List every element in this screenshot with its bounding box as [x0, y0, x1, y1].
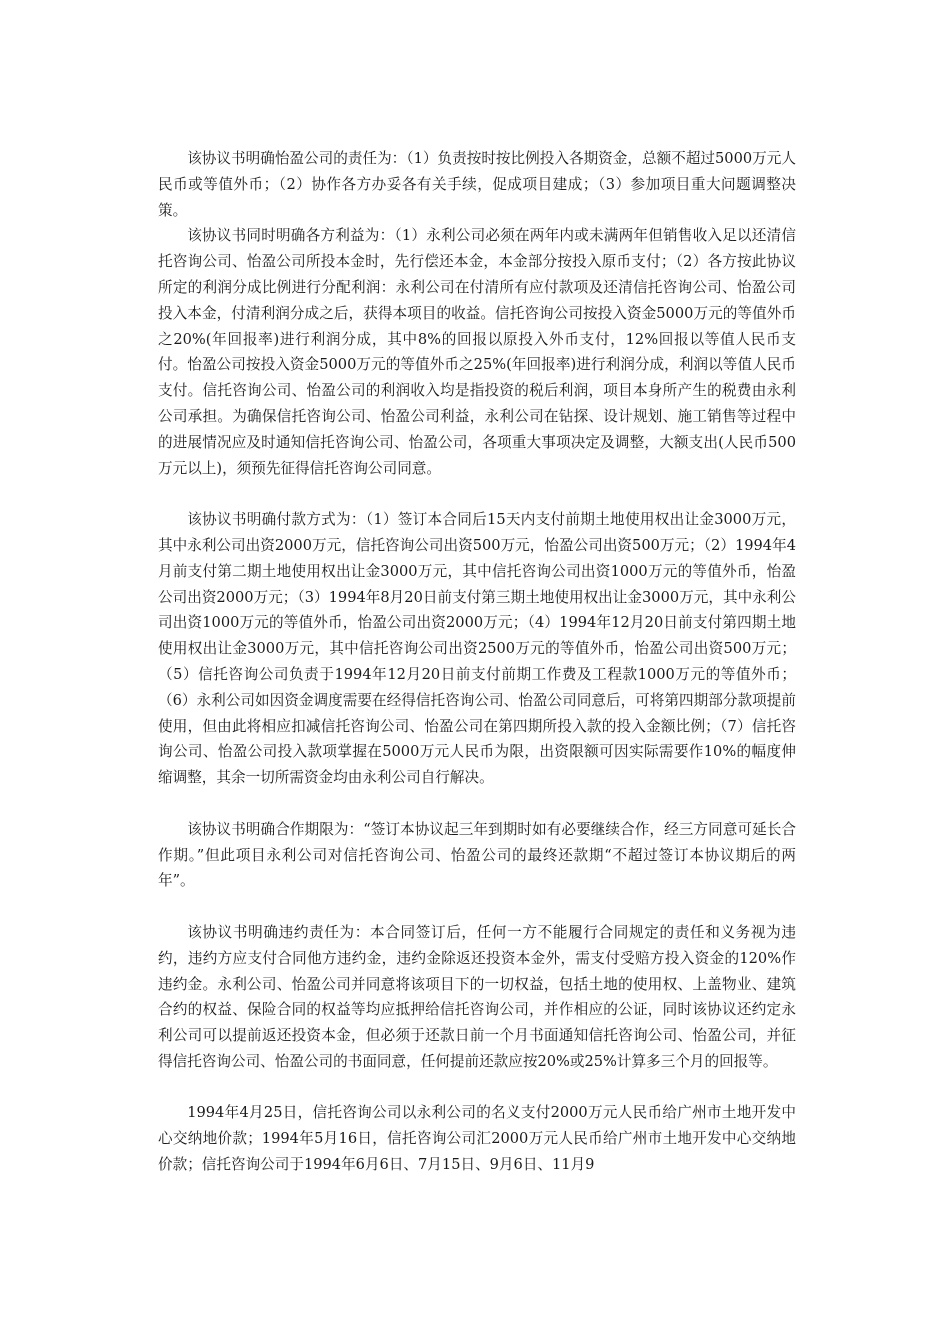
paragraph-gap [158, 481, 796, 507]
paragraph-gap [158, 1075, 796, 1101]
paragraph-responsibility: 该协议书明确怡盈公司的责任为：（1）负责按时按比例投入各期资金，总额不超过5000万元人民币或等值外币；（2）协作各方办妥各有关手续，促成项目建成；（3）参加项目重大问题调整决策。 [158, 150, 796, 219]
paragraph-payments-record: 1994年4月25日，信托咨询公司以永利公司的名义支付2000万元人民币给广州市土地开发中心交纳地价款；1994年5月16日，信托咨询公司汇2000万元人民币给广州市土地开发中心交纳地价款；信托咨询公司于1994年6月6日、7月15日、9月6日、11月9 [158, 1104, 796, 1174]
paragraph-liability: 该协议书明确违约责任为：本合同签订后，任何一方不能履行合同规定的责任和义务视为违约，违约方应支付合同他方违约金，违约金除返还投资本金外，需支付受赔方投入资金的120%作违约金。永利公司、怡盈公司并同意将该项目下的一切权益，包括土地的使用权、上盖物业、建筑合约的权益、保险合同的权益等均应抵押给信托咨询公司，并作相应的公证，同时该协议还约定永利公司可以提前返还投资本金，但必须于还款日前一个月书面通知信托咨询公司、怡盈公司，并征得信托咨询公司、怡盈公司的书面同意，任何提前还款应按20%或25%计算多三个月的回报等。 [158, 923, 796, 1070]
paragraph-gap [158, 894, 796, 920]
paragraph-term: 该协议书明确合作期限为：“签订本协议起三年到期时如有必要继续合作，经三方同意可延长合作期。”但此项目永利公司对信托咨询公司、怡盈公司的最终还款期“不超过签订本协议期后的两年”。 [158, 820, 796, 890]
paragraph-payment: 该协议书明确付款方式为：（1）签订本合同后15天内支付前期土地使用权出让金3000万元，其中永利公司出资2000万元，信托咨询公司出资500万元，怡盈公司出资500万元；（2）1994年4月前支付第二期土地使用权出让金3000万元，其中信托咨询公司出资1000万元的等值外币，怡盈公司出资2000万元；（3）1994年8月20日前支付第三期土地使用权出让金3000万元，其中永利公司出资1000万元的等值外币，怡盈公司出资2000万元；（4）1994年12月20日前支付第四期土地使用权出让金3000万元，其中信托咨询公司出资2500万元的等值外币，怡盈公司出资500万元；（5）信托咨询公司负责于1994年12月20日前支付前期工作费及工程款1000万元的等值外币；（6）永利公司如因资金调度需要在经得信托咨询公司、怡盈公司同意后，可将第四期部分款项提前使用，但由此将相应扣减信托咨询公司、怡盈公司在第四期所投入款的投入金额比例；（7）信托咨询公司、怡盈公司投入款项掌握在5000万元人民币为限，出资限额可因实际需要作10%的幅度伸缩调整，其余一切所需资金均由永利公司自行解决。 [158, 511, 796, 787]
document-body [158, 146, 796, 1178]
paragraph-gap [158, 791, 796, 817]
paragraph-interests: 该协议书同时明确各方利益为：（1）永利公司必须在两年内或未满两年但销售收入足以还清信托咨询公司、怡盈公司所投本金时，先行偿还本金，本金部分按投入原币支付；（2）各方按此协议所定的利润分成比例进行分配利润：永利公司在付清所有应付款项及还清信托咨询公司、怡盈公司投入本金，付清利润分成之后，获得本项目的收益。信托咨询公司按投入资金5000万元的等值外币之20%(年回报率)进行利润分成，其中8%的回报以原投入外币支付，12%回报以等值人民币支付。怡盈公司按投入资金5000万元的等值外币之25%(年回报率)进行利润分成，利润以等值人民币支付。信托咨询公司、怡盈公司的利润收入均是指投资的税后利润，项目本身所产生的税费由永利公司承担。为确保信托咨询公司、怡盈公司利益，永利公司在钻探、设计规划、施工销售等过程中的进展情况应及时通知信托咨询公司、怡盈公司，各项重大事项决定及调整，大额支出(人民币500万元以上)，须预先征得信托咨询公司同意。 [158, 227, 796, 477]
